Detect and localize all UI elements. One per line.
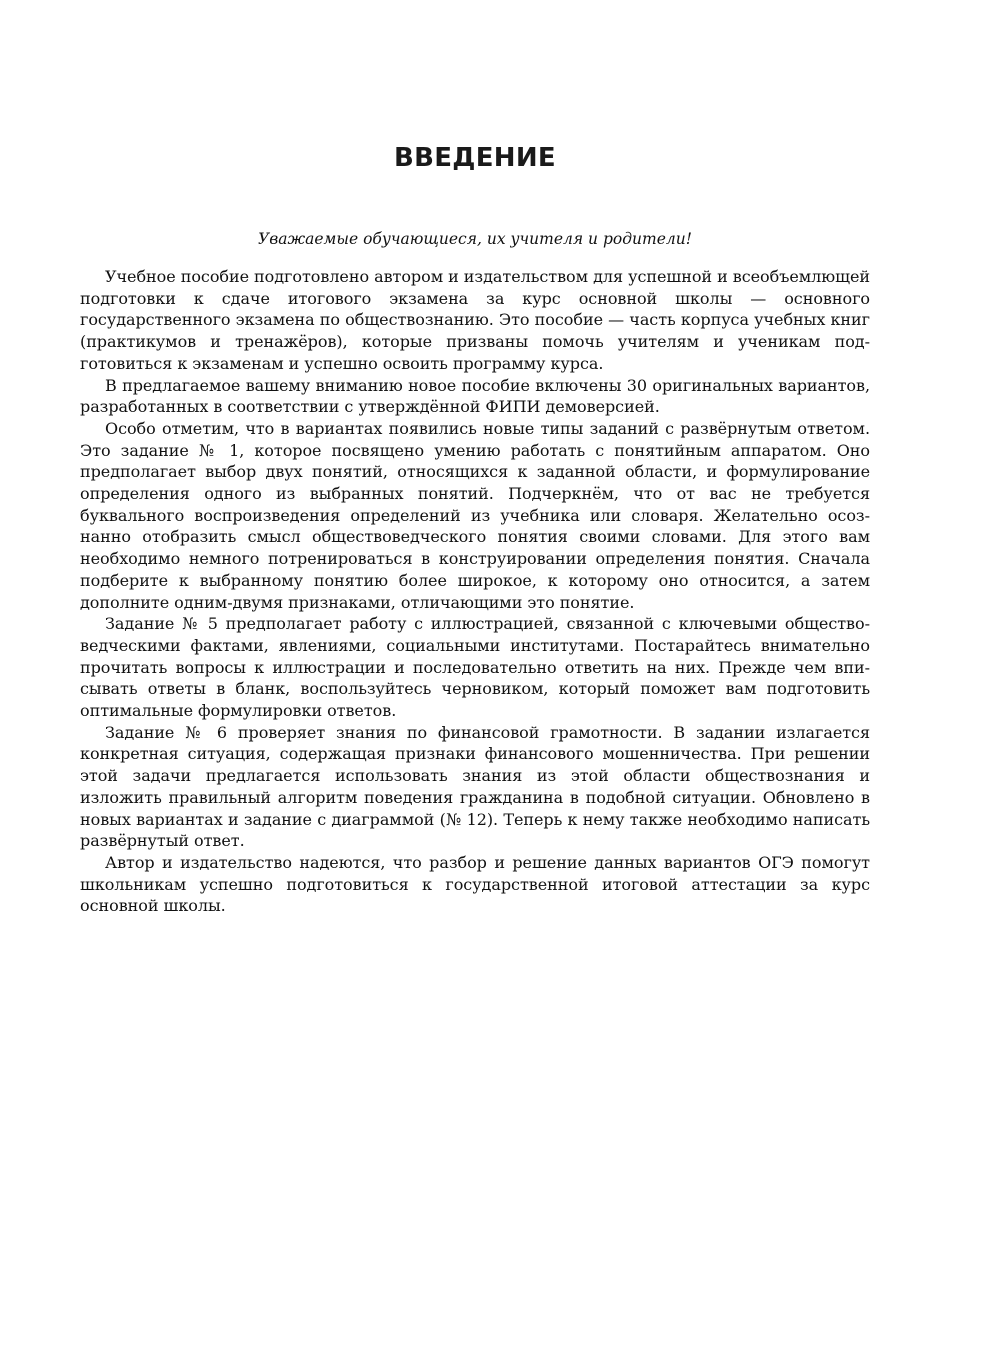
paragraph: Учебное пособие подготовлено автором и издательством для успешной и всеобъемлющей подготовки к сдаче итогового экзамена за курс основной школы — основного государственного экзамена по обществознанию. Это пособие — часть корпуса учебных книг (практикумов и тренажёров), которые призваны помочь учителям и ученикам подготовиться к экзаменам и успешно освоить программу курса. (80, 267, 870, 373)
page (80, 0, 870, 917)
greeting: Уважаемые обучающиеся, их учителя и родители! (258, 230, 692, 248)
page-title: ВВЕДЕНИЕ (394, 143, 556, 173)
body-text (80, 266, 870, 917)
paragraph: Задание № 5 предполагает работу с иллюстрацией, связанной с ключевыми обществоведческими фактами, явлениями, социальными институтами. Постарайтесь внимательно прочитать вопросы к иллюстрации и последовательно ответить на них. Прежде чем вписывать ответы в бланк, воспользуйтесь черновиком, который поможет вам подготовить оптимальные формулировки ответов. (80, 614, 870, 721)
paragraph: Особо отметим, что в вариантах появились новые типы заданий с развёрнутым ответом. Это задание № 1, которое посвящено умению работать с понятийным аппаратом. Оно предполагает выбор двух понятий, относящихся к заданной области, и формулирование определения одного из выбранных понятий. Подчеркнём, что от вас не требуется буквального воспроизведения определений из учебника или словаря. Желательно осознанно отобразить смысл обществоведческого понятия своими словами. Для этого вам необходимо немного потренироваться в конструировании определения понятия. Сначала подберите к выбранному понятию более широкое, к которому оно относится, а затем дополните одним-двумя признаками, отличающими это понятие. (80, 418, 870, 612)
paragraph: Задание № 6 проверяет знания по финансовой грамотности. В задании излагается конкретная ситуация, содержащая признаки финансового мошенничества. При решении этой задачи предлагается использовать знания из этой области обществознания и изложить правильный алгоритм поведения гражданина в подобной ситуации. Обновлено в новых вариантах и задание с диаграммой (№ 12). Теперь к нему также необходимо написать развёрнутый ответ. (80, 722, 870, 851)
paragraph: Автор и издательство надеются, что разбор и решение данных вариантов ОГЭ помогут школьникам успешно подготовиться к государственной итоговой аттестации за курс основной школы. (80, 852, 870, 916)
paragraph: В предлагаемое вашему вниманию новое пособие включены 30 оригинальных вариантов, разработанных в соответствии с утверждённой ФИПИ демоверсией. (80, 375, 870, 417)
